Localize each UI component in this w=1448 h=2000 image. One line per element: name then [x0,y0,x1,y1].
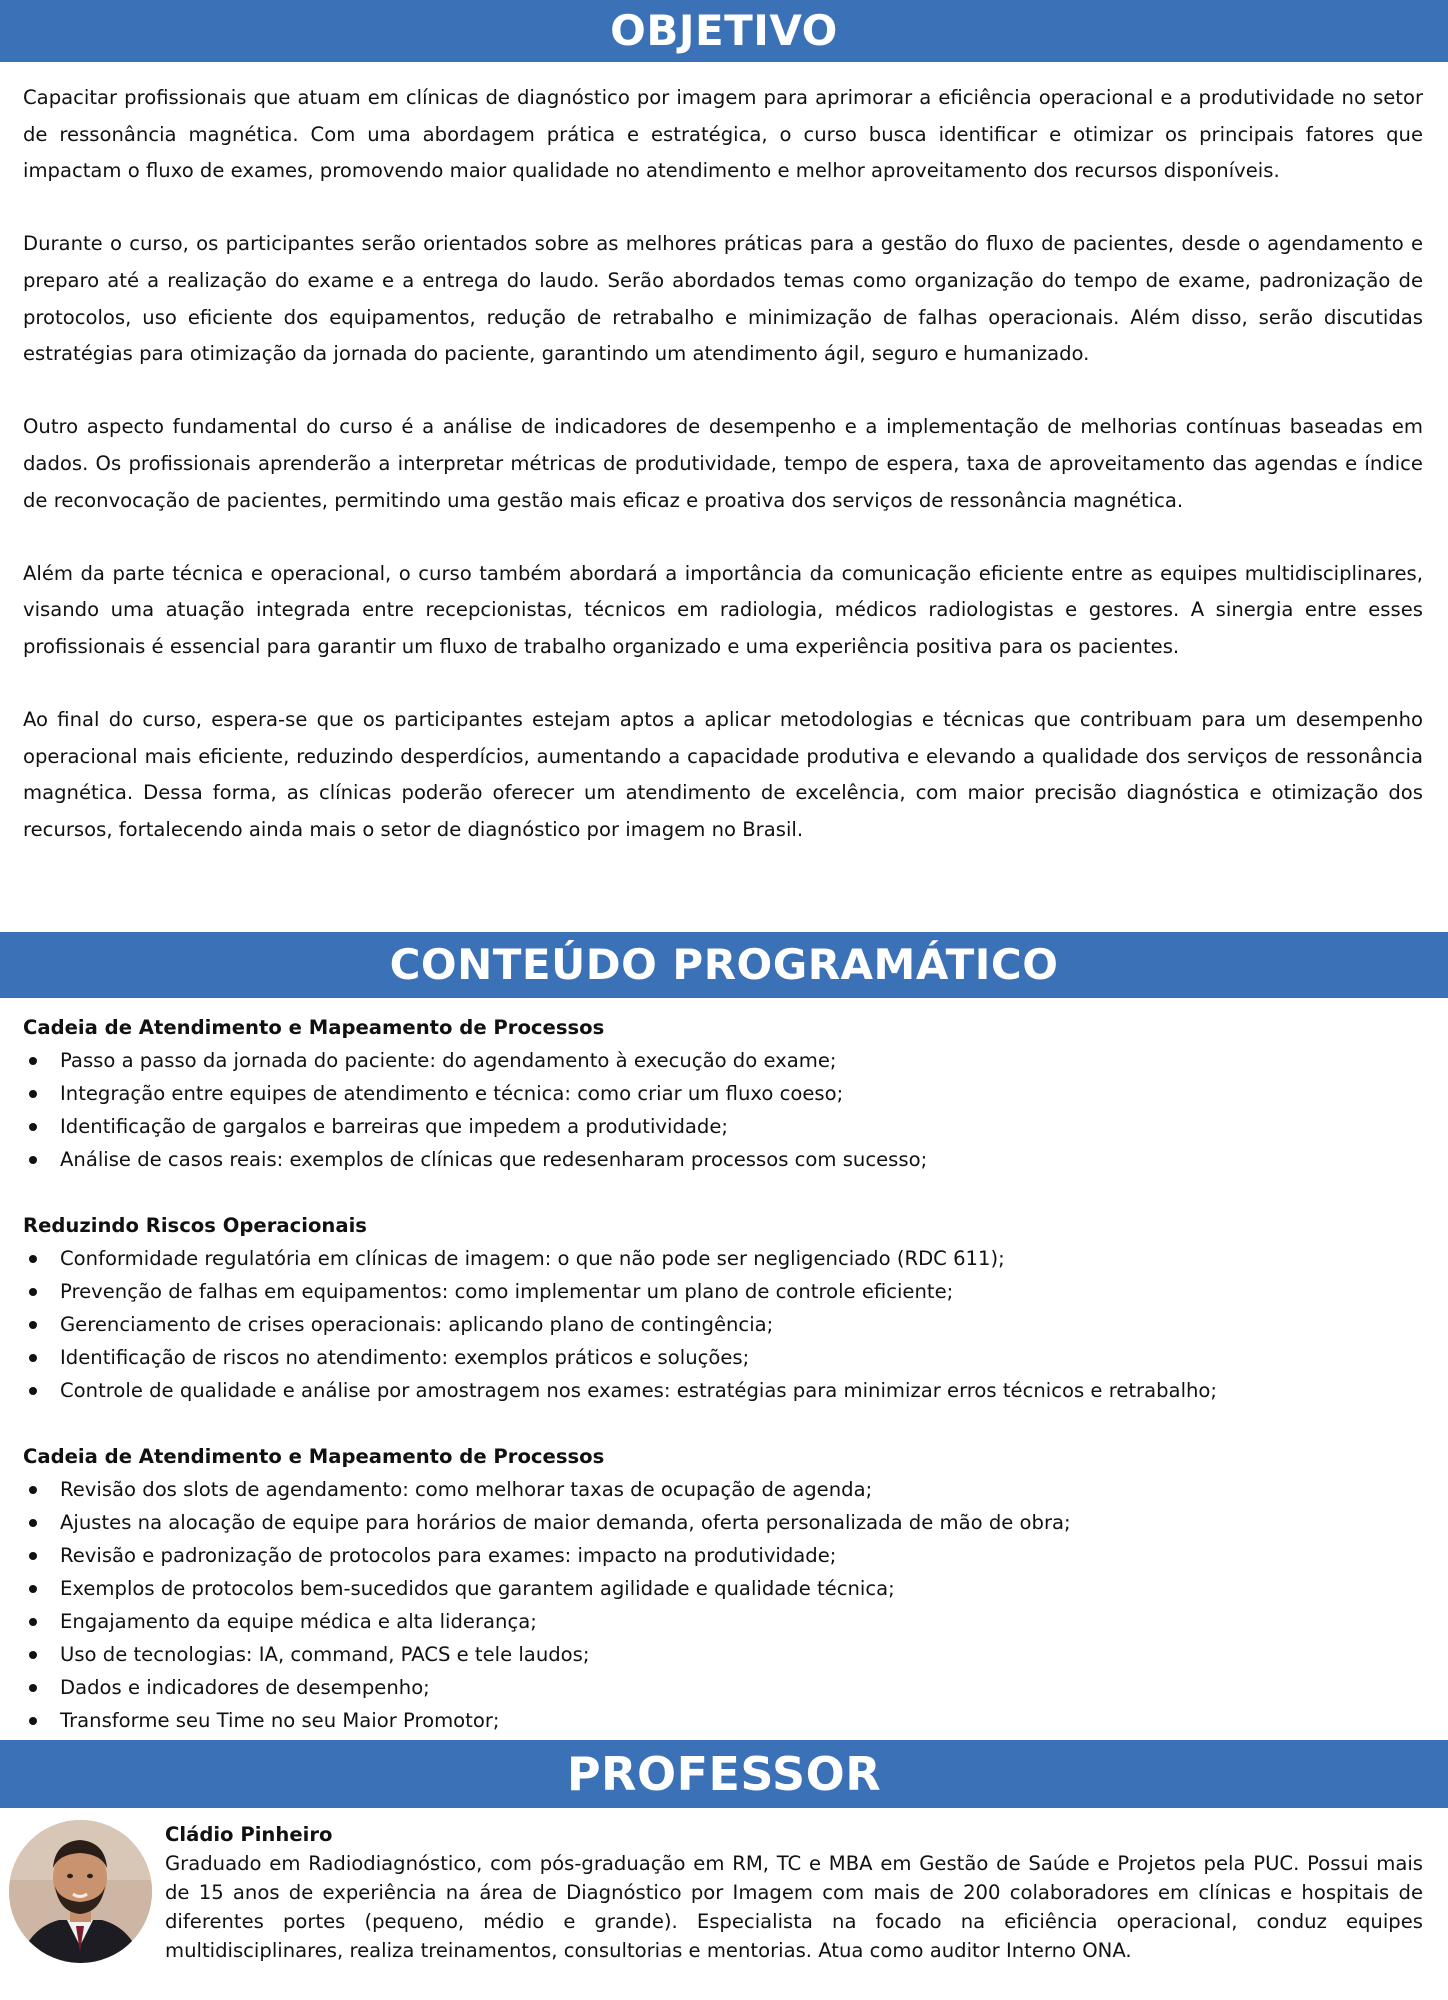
professor-avatar [9,1820,152,1963]
section-title: Cadeia de Atendimento e Mapeamento de Processos [23,1016,605,1039]
list-item-text: Transforme seu Time no seu Maior Promotor; [60,1709,500,1732]
list-item [23,1704,1423,1737]
professor-bio: Graduado em Radiodiagnóstico, com pós-graduação em RM, TC e MBA em Gestão de Saúde e Projetos pela PUC. Possui mais de 15 anos de experiência na área de Diagnóstico por Imagem com mais de 200 colaboradores em clínicas e hospitais de diferentes portes (pequeno, médio e grande). Especialista na focado na eficiência operacional, conduz equipes multidisciplinares, realiza treinamentos, consultorias e mentorias. Atua como auditor Interno ONA. [165,1852,1423,1962]
professor-header: PROFESSOR [0,1740,1448,1808]
list-item [23,1110,1423,1143]
bullet-icon [29,1090,37,1098]
bullet-icon [29,1354,37,1362]
list-item [23,1044,1423,1077]
list-item-text: Passo a passo da jornada do paciente: do agendamento à execução do exame; [60,1049,837,1072]
list-item [23,1506,1423,1539]
bullet-icon [29,1717,37,1725]
list-item-text: Prevenção de falhas em equipamentos: como implementar um plano de controle eficiente; [60,1280,954,1303]
list-item [23,1473,1423,1506]
conteudo-programatico [23,1011,1423,1737]
list-item-text: Identificação de gargalos e barreiras que impedem a produtividade; [60,1115,728,1138]
list-item-text: Conformidade regulatória em clínicas de imagem: o que não pode ser negligenciado (RDC 611); [60,1247,1005,1270]
bullet-icon [29,1123,37,1131]
list-item [23,1077,1423,1110]
bullet-icon [29,1288,37,1296]
bullet-list [23,1044,1423,1176]
list-item-text: Gerenciamento de crises operacionais: aplicando plano de contingência; [60,1313,774,1336]
objetivo-paragraph: Outro aspecto fundamental do curso é a análise de indicadores de desempenho e a implementação de melhorias contínuas baseadas em dados. Os profissionais aprenderão a interpretar métricas de produtividade, tempo de espera, taxa de aproveitamento das agendas e índice de reconvocação de pacientes, permitindo uma gestão mais eficaz e proativa dos serviços de ressonância magnética. [23,415,1423,512]
list-item-text: Revisão dos slots de agendamento: como melhorar taxas de ocupação de agenda; [60,1478,873,1501]
bullet-icon [29,1255,37,1263]
list-item [23,1341,1423,1374]
conteudo-header: CONTEÚDO PROGRAMÁTICO [0,932,1448,998]
list-item-text: Ajustes na alocação de equipe para horários de maior demanda, oferta personalizada de mão de obra; [60,1511,1071,1534]
list-item [23,1638,1423,1671]
list-item [23,1374,1423,1407]
bullet-list [23,1473,1423,1737]
bullet-icon [29,1684,37,1692]
objetivo-text [23,80,1423,848]
list-item-text: Integração entre equipes de atendimento e técnica: como criar um fluxo coeso; [60,1082,844,1105]
professor-info [165,1820,1423,1965]
list-item-text: Revisão e padronização de protocolos para exames: impacto na produtividade; [60,1544,837,1567]
program-section [23,1440,1423,1737]
objetivo-paragraph: Além da parte técnica e operacional, o curso também abordará a importância da comunicação eficiente entre as equipes multidisciplinares, visando uma atuação integrada entre recepcionistas, técnicos em radiologia, médicos radiologistas e gestores. A sinergia entre esses profissionais é essencial para garantir um fluxo de trabalho organizado e uma experiência positiva para os pacientes. [23,561,1423,658]
list-item [23,1308,1423,1341]
list-item [23,1539,1423,1572]
objetivo-paragraph: Capacitar profissionais que atuam em clínicas de diagnóstico por imagem para aprimorar a eficiência operacional e a produtividade no setor de ressonância magnética. Com uma abordagem prática e estratégica, o curso busca identificar e otimizar os principais fatores que impactam o fluxo de exames, promovendo maior qualidade no atendimento e melhor aproveitamento dos recursos disponíveis. [23,86,1423,183]
professor-photo [9,1820,152,1963]
list-item-text: Uso de tecnologias: IA, command, PACS e tele laudos; [60,1643,590,1666]
bullet-icon [29,1585,37,1593]
bullet-icon [29,1321,37,1329]
bullet-icon [29,1057,37,1065]
list-item-text: Dados e indicadores de desempenho; [60,1676,430,1699]
list-item [23,1242,1423,1275]
list-item-text: Engajamento da equipe médica e alta liderança; [60,1610,537,1633]
objetivo-paragraph: Durante o curso, os participantes serão orientados sobre as melhores práticas para a gestão do fluxo de pacientes, desde o agendamento e preparo até a realização do exame e a entrega do laudo. Serão abordados temas como organização do tempo de exame, padronização de protocolos, uso eficiente dos equipamentos, redução de retrabalho e minimização de falhas operacionais. Além disso, serão discutidas estratégias para otimização da jornada do paciente, garantindo um atendimento ágil, seguro e humanizado. [23,232,1423,366]
list-item-text: Exemplos de protocolos bem-sucedidos que garantem agilidade e qualidade técnica; [60,1577,895,1600]
list-item-text: Identificação de riscos no atendimento: exemplos práticos e soluções; [60,1346,750,1369]
section-title: Reduzindo Riscos Operacionais [23,1214,367,1237]
bullet-icon [29,1486,37,1494]
bullet-icon [29,1552,37,1560]
list-item-text: Análise de casos reais: exemplos de clínicas que redesenharam processos com sucesso; [60,1148,928,1171]
professor-name: Cládio Pinheiro [165,1823,333,1846]
section-title: Cadeia de Atendimento e Mapeamento de Processos [23,1445,605,1468]
list-item [23,1143,1423,1176]
bullet-icon [29,1618,37,1626]
bullet-icon [29,1156,37,1164]
bullet-list [23,1242,1423,1407]
bullet-icon [29,1387,37,1395]
program-section [23,1011,1423,1176]
list-item-text: Controle de qualidade e análise por amostragem nos exames: estratégias para minimizar erros técnicos e retrabalho; [60,1379,1218,1402]
list-item [23,1275,1423,1308]
objetivo-header: OBJETIVO [0,0,1448,62]
bullet-icon [29,1651,37,1659]
list-item [23,1605,1423,1638]
objetivo-paragraph: Ao final do curso, espera-se que os participantes estejam aptos a aplicar metodologias e técnicas que contribuam para um desempenho operacional mais eficiente, reduzindo desperdícios, aumentando a capacidade produtiva e elevando a qualidade dos serviços de ressonância magnética. Dessa forma, as clínicas poderão oferecer um atendimento de excelência, com maior precisão diagnóstica e otimização dos recursos, fortalecendo ainda mais o setor de diagnóstico por imagem no Brasil. [23,708,1423,841]
list-item [23,1671,1423,1704]
list-item [23,1572,1423,1605]
bullet-icon [29,1519,37,1527]
program-section [23,1209,1423,1407]
